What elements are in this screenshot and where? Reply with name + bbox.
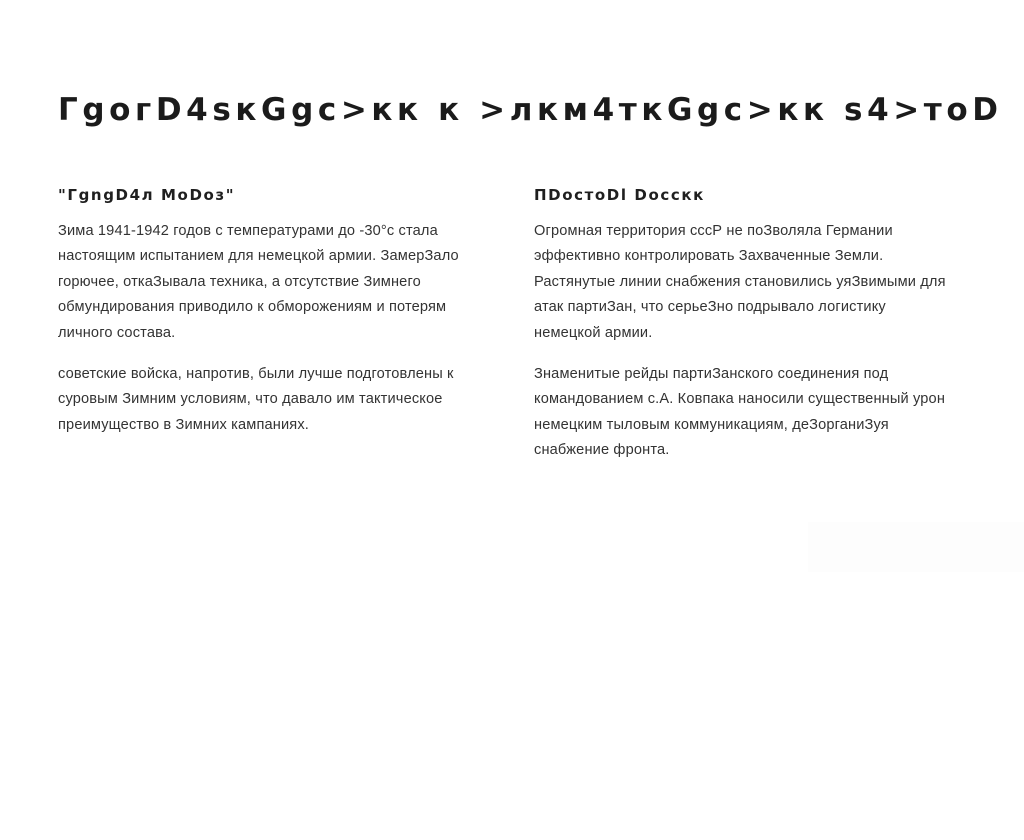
left-paragraph-1: Зима 1941-1942 годов с температурами до -30°с стала настоящим испытанием для немецкой армии. ЗамерЗало горючее, откаЗывала техника, а отсутствие Зимнего обмундирования приводило к обморожениям и потерям личного состава.: [58, 223, 459, 341]
left-column: [58, 183, 478, 454]
blank-placeholder-area: [808, 522, 1024, 572]
right-paragraph-1: Огромная территория сссР не поЗволяла Германии эффективно контролировать Захваченные Земли. Растянутые линии снабжения становились уяЗвимыми для атак партиЗан, что серьеЗно подрывало логистику немецкой армии.: [534, 223, 946, 341]
right-column-heading: ПDостоDl Dосскк: [534, 186, 705, 204]
left-column-heading: "ГgngD4л МоDоз": [58, 186, 236, 204]
left-paragraph-2: советские войска, напротив, были лучше подготовлены к суровым Зимним условиям, что давало им тактическое преимущество в Зимних кампаниях.: [58, 366, 454, 433]
right-column: [534, 183, 954, 480]
slide-title: ГgогD4sкGgc>кк к >лкм4ткGgc>кк s4>тоD: [58, 92, 1003, 128]
right-paragraph-2: Знаменитые рейды партиЗанского соединения под командованием с.А. Ковпака наносили существенный урон немецким тыловым коммуникациям, деЗорганиЗуя снабжение фронта.: [534, 366, 946, 459]
